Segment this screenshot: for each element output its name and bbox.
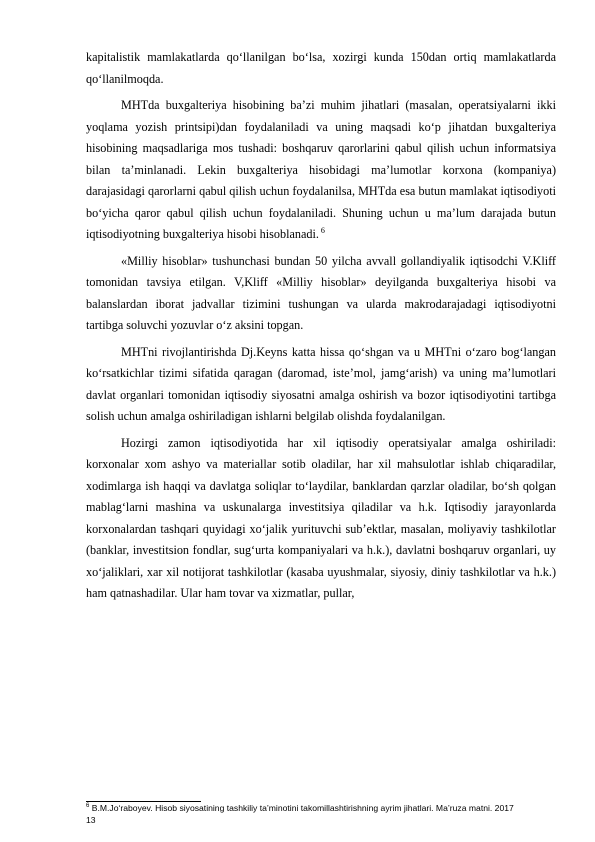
- page-number: 13: [86, 815, 96, 825]
- paragraph-1: kapitalistik mamlakatlarda qo‘llanilgan bo‘lsa, xozirgi kunda 150dan ortiq mamlakatlarda qo‘llanilmoqda.: [86, 50, 556, 86]
- footnote: [86, 803, 556, 814]
- paragraph-3: «Milliy hisoblar» tushunchasi bundan 50 yilcha avvall gollandiyalik iqtisodchi V.Kliff tomonidan tavsiya etilgan. V,Kliff «Milliy hisoblar» deyilganda buxgalteriya hisobi va balanslardan iborat jadvallar tizimini tushungan va ularda makrodarajadagi iqtisodiyotni tartibga soluvchi yozuvlar o‘z aksini topgan.: [86, 253, 556, 332]
- paragraph-2: [86, 95, 556, 246]
- footnote-reference[interactable]: 6: [320, 225, 325, 235]
- document-body: [86, 47, 556, 605]
- footnote-separator: [86, 801, 201, 802]
- footnote-text: B.M.Jo‘raboyev. Hisob siyosatining tashkiliy ta’minotini takomillashtirishning ayrim jihatlari. Ma’ruza matni. 2017: [89, 803, 514, 813]
- paragraph-5: Hozirgi zamon iqtisodiyotida har xil iqtisodiy operatsiyalar amalga oshiriladi: korxonalar xom ashyo va materiallar sotib oladilar, har xil mahsulotlar ishlab chiqaradilar, xodimlarga ish haqqi va davlatga soliqlar to‘laydilar, banklardan qarzlar oladilar, bo‘sh qolgan mablag‘larni mashina va uskunalarga investitsiya qiladilar va h.k. Iqtisodiy jarayonlarda korxonalardan tashqari quyidagi xo‘jalik yurituvchi sub’ektlar, masalan, moliyaviy tashkilotlar (banklar, investitsion fondlar, sug‘urta kompaniyalari va h.k.), davlatni boshqaruv organlari, uy xo‘jaliklari, xar xil notijorat tashkilotlar (kasaba uyushmalar, siyosiy, diniy tashkilotlar va h.k.) ham qatnashadilar. Ular ham tovar va xizmatlar, pullar,: [86, 435, 556, 600]
- paragraph-4: MHTni rivojlantirishda Dj.Keyns katta hissa qo‘shgan va u MHTni o‘zaro bog‘langan ko‘rsatkichlar tizimi sifatida qaragan (daromad, iste’mol, jamg‘arish) va uning ma’lumotlari davlat organlari tomonidan iqtisodiy siyosatni amalga oshirish va bozor iqtisodiyotini tartibga solish uchun amalga oshiriladigan ishlarni belgilab olishda foydalanilgan.: [86, 344, 556, 423]
- footnote-mark: 6: [86, 803, 90, 810]
- paragraph-2-text: MHTda buxgalteriya hisobining ba’zi muhim jihatlari (masalan, operatsiyalarni ikki yoqlama yozish printsipi)dan foydalaniladi va uning maqsadi ko‘p jihatdan buxgalteriya hisobining maqsadlariga mos tushadi: boshqaruv qarorlarini qabul qilish uchun informatsiya bilan ta’minlanadi. Lekin buxgalteriya hisobidagi ma’lumotlar korxona (kompaniya) darajasidagi qarorlarni qabul qilish uchun foydalanilsa, MHTda esa butun mamlakat iqtisodiyoti bo‘yicha qaror qabul qilish uchun foydalaniladi. Shuning uchun u ma’lum darajada butun iqtisodiyotning buxgalteriya hisobi hisoblanadi.: [86, 98, 556, 241]
